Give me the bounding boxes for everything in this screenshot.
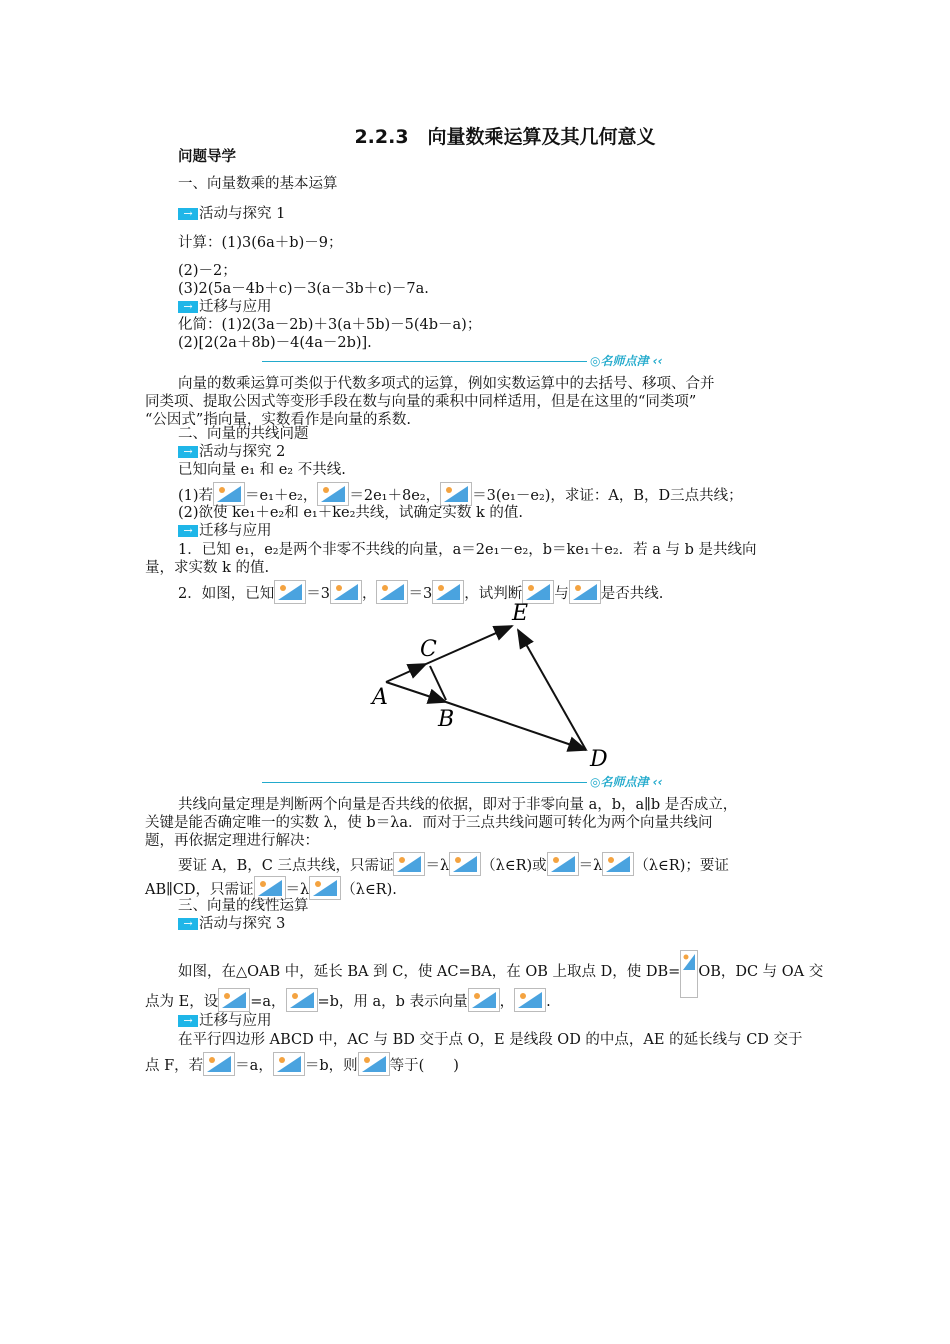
point-label: E bbox=[512, 601, 529, 626]
arrow-icon: → bbox=[178, 208, 198, 220]
activity-2-line: (1)若 ＝e₁＋e₂， ＝2e₁＋8e₂， ＝3(e₁－e₂)，求证：A，B，D三点共线； bbox=[178, 482, 743, 506]
activity-3-line: 如图，在△OAB 中，延长 BA 到 C，使 AC=BA，在 OB 上取点 D，使 DB= OB，DC 与 OA 交 bbox=[178, 950, 823, 998]
transfer-3-line: 在平行四边形 ABCD 中，AC 与 BD 交于点 O，E 是线段 OD 的中点，AE 的延长线与 CD 交于 bbox=[178, 1032, 803, 1048]
arrow-icon: → bbox=[178, 918, 198, 930]
transfer-3-heading: → 迁移与应用 bbox=[178, 1012, 272, 1030]
section-2: 二、向量的共线问题 bbox=[178, 426, 309, 442]
vector-CE bbox=[426, 626, 512, 664]
activity-1-line: (2)－2； bbox=[178, 263, 237, 279]
transfer-2-line: 2．如图，已知 ＝3 ， ＝3 ，试判断 与 是否共线. bbox=[178, 580, 663, 604]
transfer-2-line: 量，求实数 k 的值. bbox=[145, 560, 270, 576]
note-1-line: 向量的数乘运算可类似于代数多项式的运算，例如实数运算中的去括号、移项、合并 bbox=[178, 376, 715, 392]
transfer-1-line: (2)[2(2a＋8b)－4(4a－2b)]. bbox=[178, 335, 372, 351]
section-guide: 问题导学 bbox=[178, 149, 236, 165]
vector-BD bbox=[446, 702, 586, 750]
image-placeholder-icon bbox=[317, 482, 349, 506]
image-placeholder-icon bbox=[547, 852, 579, 876]
activity-1-heading: → 活动与探究 1 bbox=[178, 205, 285, 223]
transfer-3-line: 点 F，若 ＝a， ＝b，则 等于( ) bbox=[145, 1052, 459, 1076]
vector-AC bbox=[386, 664, 426, 682]
image-placeholder-icon bbox=[273, 1052, 305, 1076]
activity-1-line: 计算：(1)3(6a＋b)－9； bbox=[178, 235, 343, 251]
transfer-2-heading: → 迁移与应用 bbox=[178, 522, 272, 540]
image-placeholder-icon bbox=[449, 852, 481, 876]
image-placeholder-icon bbox=[440, 482, 472, 506]
image-placeholder-icon bbox=[358, 1052, 390, 1076]
section-1: 一、向量数乘的基本运算 bbox=[178, 176, 338, 192]
mingshi-badge: ◎名师点津 ‹‹ bbox=[590, 775, 663, 789]
point-label: D bbox=[590, 747, 608, 770]
image-placeholder-icon bbox=[203, 1052, 235, 1076]
image-placeholder-icon bbox=[680, 950, 698, 998]
note-2-line: AB∥CD，只需证 ＝λ （λ∈R). bbox=[145, 876, 397, 900]
transfer-1-heading: → 迁移与应用 bbox=[178, 298, 272, 316]
image-placeholder-icon bbox=[514, 988, 546, 1012]
note-1-line: 同类项、提取公因式等变形手段在数与向量的乘积中同样适用，但是在这里的“同类项” bbox=[145, 394, 697, 410]
image-placeholder-icon bbox=[309, 876, 341, 900]
image-placeholder-icon bbox=[393, 852, 425, 876]
image-placeholder-icon bbox=[602, 852, 634, 876]
vector-DE bbox=[518, 630, 586, 750]
transfer-2-line: 1．已知 e₁，e₂是两个非零不共线的向量，a＝2e₁－e₂，b＝ke₁＋e₂．若 a 与 b 是共线向 bbox=[178, 542, 757, 558]
image-placeholder-icon bbox=[213, 482, 245, 506]
activity-2-line: (2)欲使 ke₁＋e₂和 e₁＋ke₂共线，试确定实数 k 的值. bbox=[178, 505, 524, 521]
arrow-icon: → bbox=[178, 525, 198, 537]
activity-2-line: 已知向量 e₁ 和 e₂ 不共线. bbox=[178, 462, 346, 478]
activity-1-line: (3)2(5a－4b＋c)－3(a－3b＋c)－7a. bbox=[178, 281, 429, 297]
divider bbox=[262, 782, 587, 783]
activity-2-heading: → 活动与探究 2 bbox=[178, 443, 285, 461]
activity-3-heading: → 活动与探究 3 bbox=[178, 915, 285, 933]
arrow-icon: → bbox=[178, 301, 198, 313]
activity-3-line: 点为 E，设 =a， =b，用 a，b 表示向量 ， . bbox=[145, 988, 551, 1012]
point-label: A bbox=[372, 685, 388, 710]
image-placeholder-icon bbox=[468, 988, 500, 1012]
mingshi-badge: ◎名师点津 ‹‹ bbox=[590, 354, 663, 368]
note-1-line: “公因式”指向量，实数看作是向量的系数. bbox=[145, 412, 411, 428]
note-2-line: 共线向量定理是判断两个向量是否共线的依据，即对于非零向量 a，b，a∥b 是否成立， bbox=[178, 797, 738, 813]
note-2-line: 关键是能否确定唯一的实数 λ，使 b＝λa．而对于三点共线问题可转化为两个向量共线问 bbox=[145, 815, 713, 831]
page-title: 2.2.3 向量数乘运算及其几何意义 bbox=[354, 126, 656, 148]
image-placeholder-icon bbox=[218, 988, 250, 1012]
image-placeholder-icon bbox=[274, 580, 306, 604]
transfer-1-line: 化简：(1)2(3a－2b)＋3(a＋5b)－5(4b－a)； bbox=[178, 317, 482, 333]
section-3: 三、向量的线性运算 bbox=[178, 898, 309, 914]
point-label: C bbox=[420, 637, 437, 662]
note-2-line: 要证 A，B，C 三点共线，只需证 ＝λ （λ∈R)或 ＝λ （λ∈R)；要证 bbox=[178, 852, 729, 876]
triangle-diagram bbox=[360, 600, 630, 770]
note-2-line: 题，再依据定理进行解决： bbox=[145, 833, 319, 849]
vector-AB bbox=[386, 682, 446, 702]
arrow-icon: → bbox=[178, 446, 198, 458]
vector-CB bbox=[430, 666, 446, 700]
divider bbox=[262, 361, 587, 362]
image-placeholder-icon bbox=[286, 988, 318, 1012]
arrow-icon: → bbox=[178, 1015, 198, 1027]
point-label: B bbox=[438, 707, 455, 732]
image-placeholder-icon bbox=[330, 580, 362, 604]
